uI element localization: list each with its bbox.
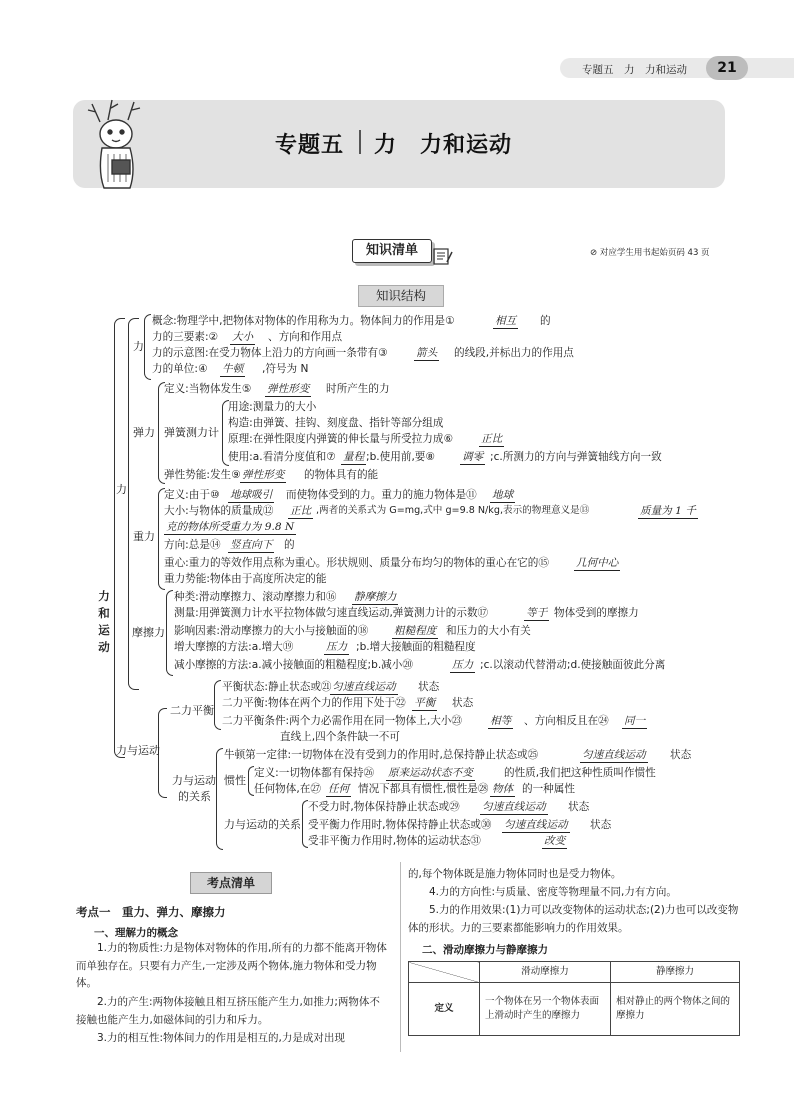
- answer-12: 正比: [290, 505, 312, 517]
- answer-23: 相等: [490, 715, 512, 727]
- answer-29: 匀速直线运动: [482, 801, 546, 813]
- bracket-guanxi: [216, 748, 223, 850]
- zl-fangxiang: 方向:总是⑭: [164, 539, 221, 551]
- paragraph-4: 4.力的方向性:与质量、密度等物理量不同,力有方向。: [429, 886, 677, 898]
- li-danwei: 力的单位:④: [152, 363, 208, 375]
- text: 的一种属性: [522, 783, 575, 795]
- li-gainian: [152, 314, 454, 328]
- text: ;c.以滚动代替滑动;d.使接触面彼此分离: [480, 659, 666, 671]
- node-cli: 弹簧测力计: [164, 426, 219, 439]
- zl-zhongxin: 重心:重力的等效作用点称为重心。形状规则、质量分布均匀的物体的重心在它的⑮: [164, 557, 549, 569]
- paragraph-3-cont: 的,每个物体既是施力物体同时也是受力物体。: [408, 868, 622, 880]
- answer-2: 大小: [232, 331, 254, 343]
- mc-celiang: 测量:用弹簧测力计水平拉物体做匀速直线运动,弹簧测力计的示数⑰: [174, 607, 489, 619]
- node-guanxing: 惯性: [224, 774, 246, 787]
- node-zhongli: 重力: [133, 530, 155, 543]
- node-mocali: 摩擦力: [132, 626, 165, 639]
- answer-7: 量程: [343, 451, 365, 463]
- el-pingheng: 二力平衡:物体在两个力的作用下处于㉒: [222, 697, 406, 709]
- mc-zhonglei: 种类:滑动摩擦力、滚动摩擦力和⑯: [174, 591, 337, 603]
- text: ;b.使用前,要⑧: [366, 451, 435, 463]
- table-row-label: 定义: [409, 983, 480, 1036]
- topic-title: [275, 128, 512, 159]
- answer-9: 弹性形变: [242, 469, 285, 481]
- gx-fei: 受非平衡力作用时,物体的运动状态㉛: [308, 835, 481, 847]
- gx-dingyi: 定义:一切物体都有保持㉖: [254, 767, 375, 779]
- li-shiyitu: 力的示意图:在受力物体上沿力的方向画一条带有③: [152, 347, 388, 359]
- running-title: 专题五 力 力和运动: [582, 64, 687, 76]
- topic-name: 力 力和运动: [374, 133, 513, 158]
- answer-22: 平衡: [414, 697, 436, 709]
- column-divider: [400, 862, 401, 1052]
- book-ref-icon: ⊘: [590, 248, 598, 258]
- answer-16: 静摩擦力: [354, 591, 397, 603]
- zl-dingyi: 定义:由于⑩: [164, 489, 220, 501]
- el-tiaojian2: 直线上,四个条件缺一不可: [280, 731, 400, 743]
- table-header-cell: 静摩擦力: [611, 962, 740, 983]
- answer-6: 正比: [481, 433, 503, 445]
- cli-shiyong: 使用:a.看清分度值和⑦: [228, 451, 336, 463]
- knowledge-structure-heading: 知识结构: [358, 285, 444, 307]
- page-number: 21: [706, 56, 748, 80]
- cli-yuanli: 原理:在弹性限度内弹簧的伸长量与所受拉力成⑥: [228, 433, 453, 445]
- answer-5: 弹性形变: [267, 383, 310, 395]
- paragraph-2: 2.力的产生:两物体接触且相互挤压能产生力,如推力;两物体不接触也能产生力,如磁体间的引力和斥力。: [76, 996, 380, 1026]
- answer-11: 地球: [492, 489, 514, 501]
- answer-28: 物体: [492, 783, 514, 795]
- table-header-cell: 滑动摩擦力: [480, 962, 611, 983]
- answer-3: 箭头: [416, 347, 438, 359]
- answer-10: 地球吸引: [230, 489, 273, 501]
- answer-18: 粗糙程度: [394, 625, 437, 637]
- text: 的物体具有的能: [304, 469, 379, 481]
- answer-26: 原来运动状态不变: [388, 767, 473, 779]
- subsection-2: 二、滑动摩擦力与静摩擦力: [422, 944, 548, 956]
- bracket-root: [114, 318, 125, 758]
- answer-13b: 克的物体所受重力为 9.8 N: [166, 521, 295, 533]
- answer-15: 几何中心: [576, 557, 619, 569]
- reference-note: [590, 246, 710, 258]
- answer-8: 调零: [462, 451, 484, 463]
- table-cell: 一个物体在另一个物体表面上滑动时产生的摩擦力: [480, 983, 611, 1036]
- text: 的线段,并标出力的作用点: [454, 347, 574, 359]
- subsection-1: 一、理解力的概念: [94, 927, 178, 939]
- el-zhuangtai: 平衡状态:静止状态或㉑: [222, 681, 332, 693]
- text: ,符号为 N: [262, 363, 309, 375]
- node-erli: 二力平衡: [170, 704, 214, 717]
- text: 状态: [418, 681, 440, 693]
- answer-21: 匀速直线运动: [332, 681, 396, 693]
- knowledge-list-badge: 知识清单: [352, 239, 432, 263]
- mc-zengda: 增大摩擦的方法:a.增大⑲: [174, 641, 294, 653]
- text: ;c.所测力的方向与弹簧轴线方向一致: [490, 451, 662, 463]
- answer-13a: 质量为 1 千: [640, 505, 696, 517]
- text: 而使物体受到的力。重力的施力物体是⑪: [286, 489, 477, 501]
- el-tiaojian: 二力平衡条件:两个力必需作用在同一物体上,大小㉓: [222, 715, 462, 727]
- answer-27: 任何: [328, 783, 350, 795]
- text: ;b.增大接触面的粗糙程度: [356, 641, 476, 653]
- paragraph-5: 5.力的作用效果:(1)力可以改变物体的运动状态;(2)力也可以改变物体的形状。力的三要素都能影响力的作用效果。: [408, 904, 739, 934]
- answer-1: 相互: [495, 315, 517, 327]
- node-guanxi1: 力与运动: [172, 774, 216, 787]
- zl-shineng: 重力势能:物体由于高度所决定的能: [164, 573, 327, 585]
- tanxing: 弹性势能:发生⑨: [164, 469, 241, 481]
- text: 的性质,我们把这种性质叫作惯性: [504, 767, 656, 779]
- niudun: 牛顿第一定律:一切物体在没有受到力的作用时,总保持静止状态或㉕: [224, 749, 539, 761]
- exam-points-badge: 考点清单: [190, 872, 272, 894]
- node-tanli: 弹力: [133, 426, 155, 439]
- text: 的: [540, 315, 551, 327]
- vertical-title: 力和运动: [98, 589, 110, 654]
- node-li-root: 力: [116, 483, 127, 496]
- answer-19: 压力: [326, 641, 348, 653]
- text: 情况下都具有惯性,惯性是㉘: [358, 783, 489, 795]
- node-liyuyundong: 力与运动: [116, 744, 160, 757]
- zl-daxiao: 大小:与物体的质量成⑫: [164, 505, 274, 517]
- answer-31: 改变: [544, 835, 566, 847]
- notepad-icon: [432, 246, 454, 266]
- text: 和压力的大小有关: [446, 625, 531, 637]
- bracket-mocali: [166, 590, 173, 676]
- text: 状态: [590, 819, 612, 831]
- topic-number: 专题五: [275, 133, 345, 158]
- answer-30: 匀速直线运动: [504, 819, 568, 831]
- gx-pingheng: 受平衡力作用时,物体保持静止状态或㉚: [308, 819, 492, 831]
- tanli-dingyi: 定义:当物体发生⑤: [164, 383, 252, 395]
- gx-renhe: 任何物体,在㉗: [254, 783, 321, 795]
- table-row: [409, 983, 740, 1036]
- paragraph-1: 1.力的物质性:力是物体对物体的作用,所有的力都不能离开物体而单独存在。只要有力产生,一定涉及两个物体,施力物体和受力物体。: [76, 942, 387, 989]
- text: 状态: [568, 801, 590, 813]
- answer-24: 同一: [624, 715, 646, 727]
- answer-14: 竖直向下: [230, 539, 273, 551]
- text: 的: [284, 539, 295, 551]
- text: 状态: [452, 697, 474, 709]
- node-li: 力: [133, 340, 144, 353]
- gx-bushou: 不受力时,物体保持静止状态或㉙: [308, 801, 460, 813]
- cli-yongtu: 用途:测量力的大小: [228, 401, 317, 413]
- paragraph-3: 3.力的相互性:物体间力的作用是相互的,力是成对出现: [97, 1032, 345, 1044]
- node-guanxi2: 的关系: [178, 790, 211, 803]
- text: 、方向相反且在㉔: [524, 715, 609, 727]
- section-title: 考点一 重力、弹力、摩擦力: [76, 905, 226, 919]
- mc-jianxiao: 减小摩擦的方法:a.减小接触面的粗糙程度;b.减小⑳: [174, 659, 413, 671]
- text: 概念:物理学中,把物体对物体的作用称为力。物体间力的作用是①: [152, 315, 455, 327]
- li-sanyaosu: 力的三要素:②: [152, 331, 219, 343]
- answer-20: 压力: [452, 659, 474, 671]
- cli-gouzao: 构造:由弹簧、挂钩、刻度盘、指针等部分组成: [228, 417, 444, 429]
- table-header-row: [409, 962, 740, 983]
- text: 时所产生的力: [326, 383, 390, 395]
- text: 、方向和作用点: [268, 331, 343, 343]
- answer-25: 匀速直线运动: [582, 749, 646, 761]
- table-corner-cell: [409, 962, 480, 983]
- bracket-erli: [214, 680, 221, 730]
- deer-mascot-icon: [78, 92, 158, 192]
- text: ,两者的关系式为 G=mg,式中 g=9.8 N/kg,表示的物理意义是⑬: [316, 505, 590, 516]
- bracket-li: [144, 314, 151, 380]
- text: 物体受到的摩擦力: [554, 607, 639, 619]
- answer-17: 等于: [526, 607, 548, 619]
- mc-yingxiang: 影响因素:滑动摩擦力的大小与接触面的⑱: [174, 625, 369, 637]
- reference-note-text: 对应学生用书起始页码 43 页: [599, 248, 710, 258]
- table-cell: 相对静止的两个物体之间的摩擦力: [611, 983, 740, 1036]
- text: 状态: [670, 749, 692, 761]
- title-separator: [359, 130, 361, 154]
- node-lyydgx: 力与运动的关系: [224, 818, 301, 831]
- friction-table: [408, 961, 740, 1036]
- answer-4: 牛顿: [222, 363, 244, 375]
